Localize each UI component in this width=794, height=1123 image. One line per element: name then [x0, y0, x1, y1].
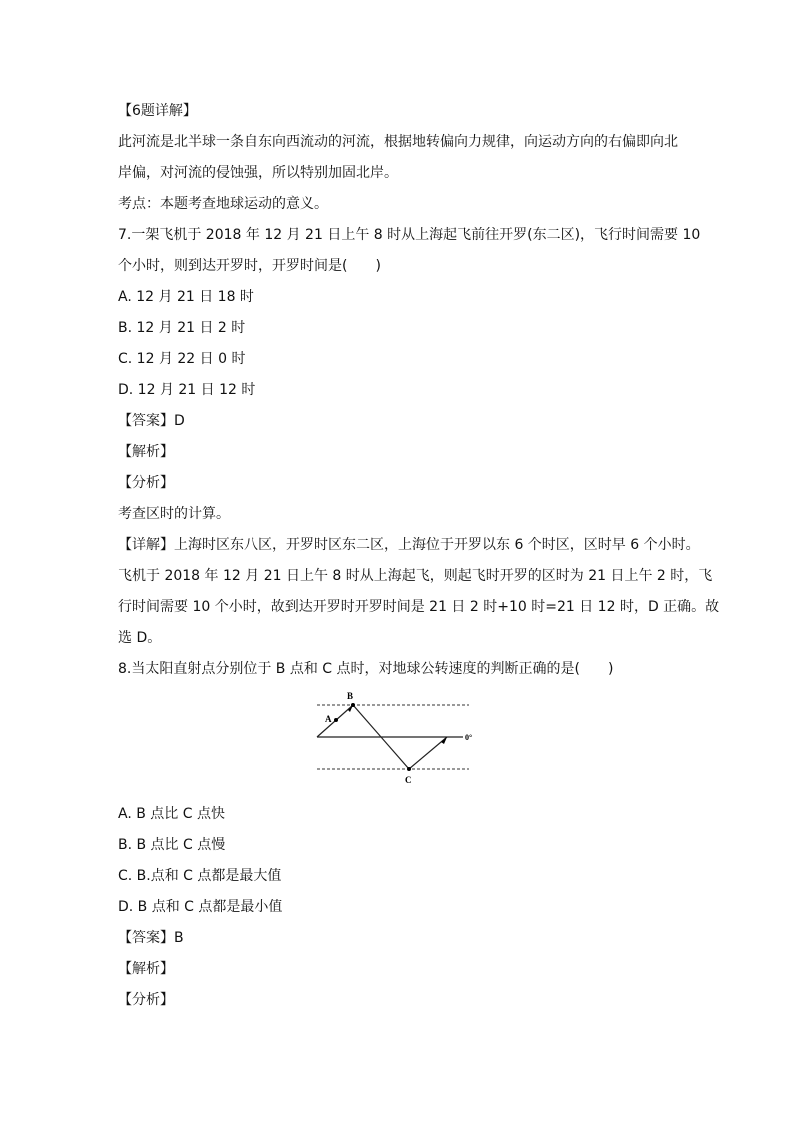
sun-direct-point-diagram — [313, 691, 483, 787]
q7-option-d: D. 12 月 21 日 12 时 — [118, 382, 256, 398]
q7-option-a: A. 12 月 21 日 18 时 — [118, 289, 254, 305]
q7-answer: 【答案】D — [118, 413, 185, 429]
q8-answer: 【答案】B — [118, 930, 184, 946]
q6-detail-text-line-1: 此河流是北半球一条自东向西流动的河流，根据地转偏向力规律，向运动方向的右偏即向北 — [118, 134, 678, 150]
q8-figure — [118, 691, 678, 791]
q7-detail-line-2: 飞机于 2018 年 12 月 21 日上午 8 时从上海起飞，则起飞时开罗的区时为 21 日上午 2 时，飞 — [118, 568, 713, 584]
label-equator: 0° — [465, 733, 473, 742]
q7-detail-text-1: 上海时区东八区，开罗时区东二区，上海位于开罗以东 6 个时区，区时早 6 个小时。 — [174, 537, 700, 553]
arrow-to-equator-icon — [441, 737, 447, 744]
q6-detail-heading: 【6题详解】 — [118, 103, 197, 119]
q7-fenxi-text: 考查区时的计算。 — [118, 506, 230, 522]
page-content — [118, 96, 720, 1016]
q7-detail-line-3: 行时间需要 10 个小时，故到达开罗时开罗时间是 21 日 2 时+10 时=21 日 12 时，D 正确。故 — [118, 599, 720, 615]
label-b: B — [347, 691, 354, 701]
q7-option-c: C. 12 月 22 日 0 时 — [118, 351, 246, 367]
q7-detail-line-4: 选 D。 — [118, 630, 162, 646]
q6-kaodian: 考点：本题考查地球运动的意义。 — [118, 196, 328, 212]
q8-option-c: C. B.点和 C 点都是最大值 — [118, 868, 282, 884]
label-c: C — [405, 775, 412, 785]
q7-detail-label: 【详解】 — [118, 537, 174, 553]
q6-detail-text-line-2: 岸偏，对河流的侵蚀强，所以特别加固北岸。 — [118, 165, 398, 181]
q8-stem: 8.当太阳直射点分别位于 B 点和 C 点时，对地球公转速度的判断正确的是( ) — [118, 661, 614, 677]
q8-option-a: A. B 点比 C 点快 — [118, 806, 225, 822]
point-c-dot — [407, 767, 411, 771]
q8-fenxi-heading: 【分析】 — [118, 992, 174, 1008]
point-a-dot — [334, 718, 338, 722]
q7-jiexi-heading: 【解析】 — [118, 444, 174, 460]
q7-fenxi-heading: 【分析】 — [118, 475, 174, 491]
q7-stem-line-1: 7.一架飞机于 2018 年 12 月 21 日上午 8 时从上海起飞前往开罗(东二区)，飞行时间需要 10 — [118, 227, 701, 243]
label-a: A — [325, 714, 332, 724]
q8-jiexi-heading: 【解析】 — [118, 961, 174, 977]
q7-detail-line-1 — [118, 530, 700, 561]
q8-option-b: B. B 点比 C 点慢 — [118, 837, 226, 853]
q8-option-d: D. B 点和 C 点都是最小值 — [118, 899, 283, 915]
q7-option-b: B. 12 月 21 日 2 时 — [118, 320, 246, 336]
q7-stem-line-2: 个小时，则到达开罗时，开罗时间是( ) — [118, 258, 381, 274]
